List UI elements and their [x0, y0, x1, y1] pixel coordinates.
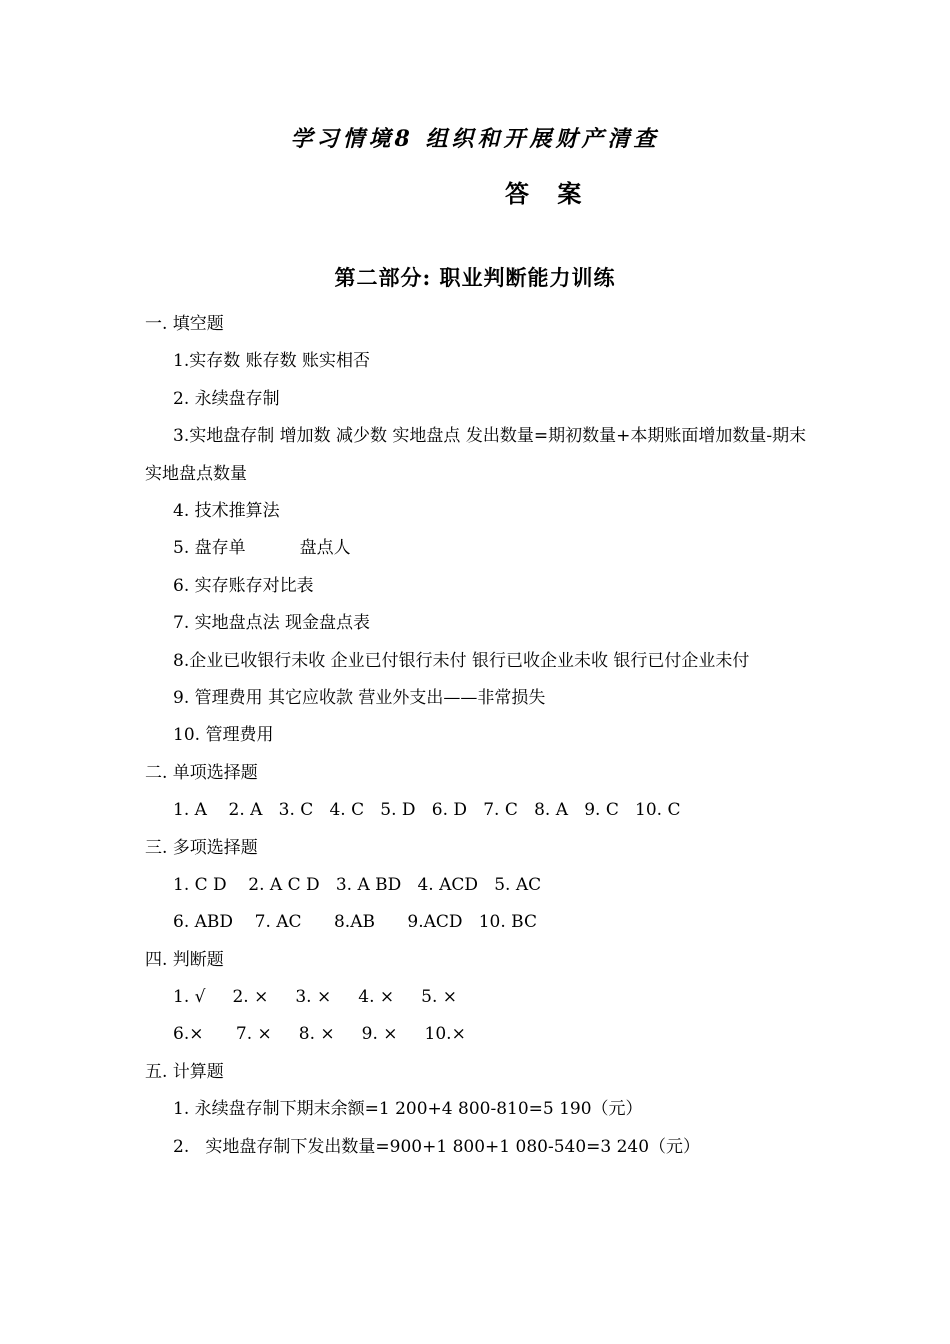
section-heading-single-choice: 二. 单项选择题	[145, 762, 258, 783]
answer-heading: 答 案	[505, 180, 592, 208]
fill-blank-item-6: 6. 实存账存对比表	[173, 575, 314, 596]
fill-blank-item-10: 10. 管理费用	[173, 725, 274, 746]
answer-content	[145, 306, 815, 1166]
multiple-choice-answers-row-1: 1. C D 2. A C D 3. A BD 4. ACD 5. AC	[173, 874, 542, 895]
part-title: 第二部分: 职业判断能力训练	[334, 265, 616, 290]
fill-blank-item-3: 3.实地盘存制 增加数 减少数 实地盘点 发出数量=期初数量+本期账面增加数量-期末实地盘点数量	[145, 426, 807, 484]
fill-blank-item-9: 9. 管理费用 其它应收款 营业外支出——非常损失	[173, 687, 546, 708]
section-heading-true-false: 四. 判断题	[145, 949, 224, 970]
section-heading-fill-blank: 一. 填空题	[145, 314, 224, 334]
fill-blank-item-4: 4. 技术推算法	[173, 500, 280, 521]
true-false-answers-row-1: 1. √ 2. × 3. × 4. × 5. ×	[173, 987, 458, 1008]
section-heading-multiple-choice: 三. 多项选择题	[145, 837, 258, 858]
calculation-item-1: 1. 永续盘存制下期末余额=1 200+4 800-810=5 190（元）	[173, 1099, 643, 1120]
section-heading-calculation: 五. 计算题	[145, 1061, 224, 1082]
fill-blank-item-2: 2. 永续盘存制	[173, 388, 280, 409]
fill-blank-item-7: 7. 实地盘点法 现金盘点表	[173, 613, 371, 634]
fill-blank-item-1: 1.实存数 账存数 账实相否	[173, 351, 371, 372]
multiple-choice-answers-row-2: 6. ABD 7. AC 8.AB 9.ACD 10. BC	[173, 912, 537, 933]
fill-blank-item-8: 8.企业已收银行未收 企业已付银行未付 银行已收企业未收 银行已付企业未付	[173, 650, 750, 671]
true-false-answers-row-2: 6.× 7. × 8. × 9. × 10.×	[173, 1024, 466, 1045]
fill-blank-item-5: 5. 盘存单 盘点人	[173, 538, 351, 559]
document-title: 学习情境8 组织和开展财产清查	[290, 126, 660, 152]
single-choice-answers: 1. A 2. A 3. C 4. C 5. D 6. D 7. C 8. A 9. C 10. C	[173, 800, 681, 821]
calculation-item-2: 2. 实地盘存制下发出数量=900+1 800+1 080-540=3 240（元）	[173, 1136, 701, 1157]
